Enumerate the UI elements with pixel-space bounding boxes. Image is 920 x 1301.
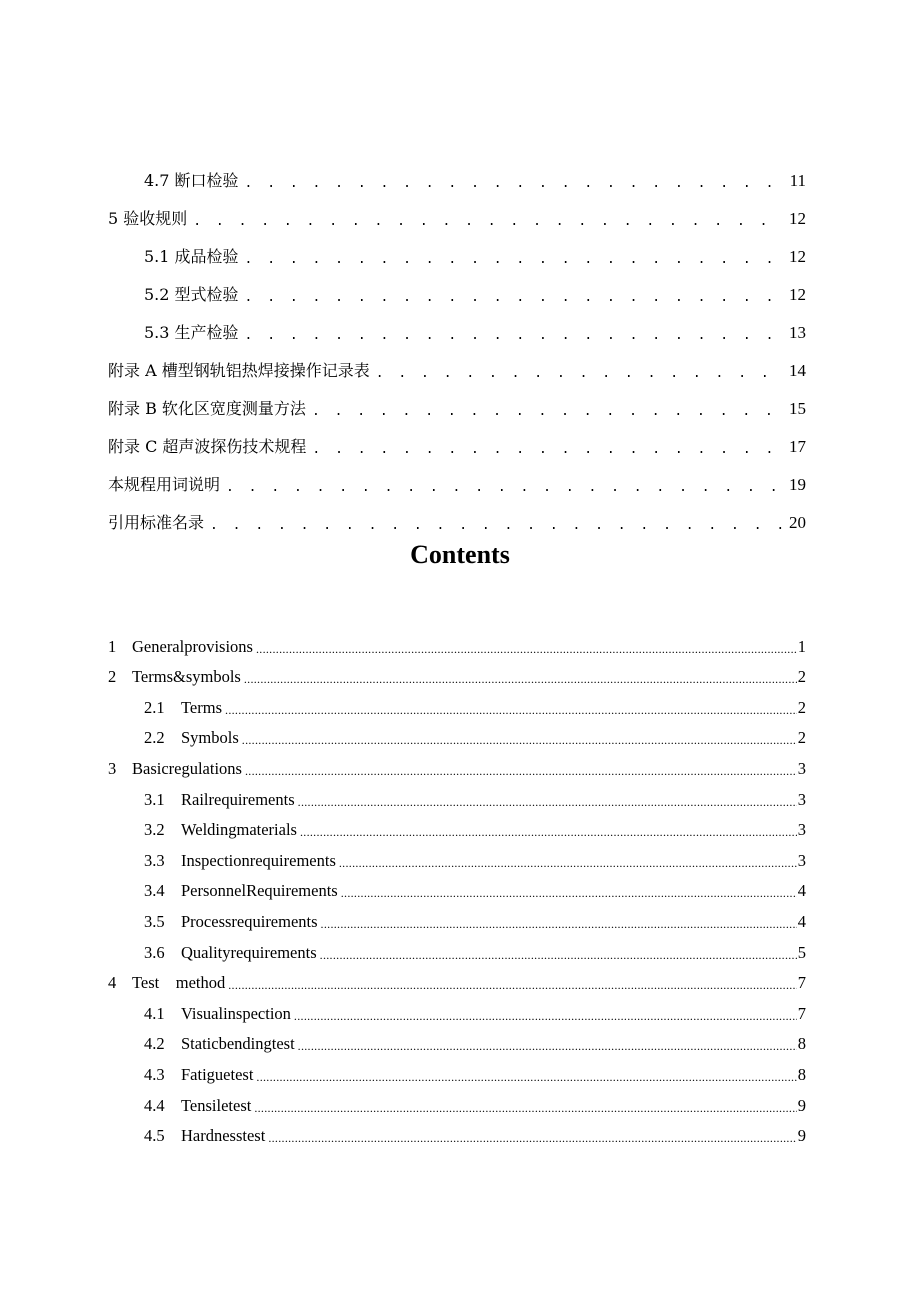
toc-entry-page: 3 xyxy=(797,820,806,840)
dot-leader xyxy=(245,252,783,271)
toc-entry-page: 14 xyxy=(789,361,806,380)
dot-leader xyxy=(312,404,783,423)
toc-entry-page: 2 xyxy=(797,728,806,748)
toc-entry-title: Qualityrequirements xyxy=(181,942,317,962)
toc-entry-page: 9 xyxy=(797,1126,806,1146)
toc-entry-number: 3.1 xyxy=(144,789,165,809)
dot-leader xyxy=(193,214,783,233)
toc-entry-page: 12 xyxy=(789,247,806,266)
toc-entry-title: Terms&symbols xyxy=(132,667,241,687)
toc-entry[interactable] xyxy=(108,1059,806,1090)
toc-entry-number: 2 xyxy=(108,667,117,687)
toc-entry-number: 4.4 xyxy=(144,1095,165,1115)
toc-entry-page: 3 xyxy=(797,758,806,778)
toc-entry-number: 2.2 xyxy=(144,728,165,748)
dot-leader xyxy=(376,366,783,385)
toc-entry-title: 本规程用词说明 xyxy=(108,475,221,494)
toc-entry-page: 4 xyxy=(797,881,806,901)
toc-entry[interactable] xyxy=(108,662,806,693)
toc-entry-page: 8 xyxy=(797,1064,806,1084)
toc-entry[interactable] xyxy=(108,815,806,846)
toc-entry-number: 3.2 xyxy=(144,820,165,840)
toc-entry-page: 1 xyxy=(797,636,806,656)
toc-entry-page: 13 xyxy=(789,323,806,342)
dot-leader xyxy=(320,948,797,968)
dot-leader xyxy=(256,1070,796,1090)
toc-entry-page: 7 xyxy=(797,973,806,993)
toc-entry[interactable] xyxy=(108,1121,806,1152)
toc-entry[interactable] xyxy=(108,347,806,385)
toc-entry-page: 9 xyxy=(797,1095,806,1115)
toc-entry-page: 2 xyxy=(797,667,806,687)
toc-entry-page: 3 xyxy=(797,850,806,870)
toc-entry[interactable] xyxy=(108,968,806,999)
toc-entry[interactable] xyxy=(108,1090,806,1121)
dot-leader xyxy=(245,764,797,784)
toc-entry-number: 2.1 xyxy=(144,697,165,717)
dot-leader xyxy=(245,328,783,347)
toc-entry[interactable] xyxy=(108,233,806,271)
toc-entry[interactable] xyxy=(108,692,806,723)
dot-leader xyxy=(321,917,797,937)
toc-entry-number: 3.4 xyxy=(144,881,165,901)
dot-leader xyxy=(294,1009,797,1029)
dot-leader xyxy=(228,978,797,998)
toc-entry[interactable] xyxy=(108,309,806,347)
toc-entry[interactable] xyxy=(108,195,806,233)
toc-entry[interactable] xyxy=(108,157,806,195)
toc-entry-title: 附录 A 槽型钢轨铝热焊接操作记录表 xyxy=(108,361,370,380)
toc-entry-title: 引用标准名录 xyxy=(108,513,205,532)
toc-entry-title: Symbols xyxy=(181,728,239,748)
toc-entry-page: 15 xyxy=(789,399,806,418)
dot-leader xyxy=(312,442,783,461)
toc-entry-title: Railrequirements xyxy=(181,789,295,809)
toc-entry-number: 3 xyxy=(108,758,117,778)
toc-entry-number: 3.6 xyxy=(144,942,165,962)
toc-entry-title: PersonnelRequirements xyxy=(181,881,338,901)
toc-entry-page: 12 xyxy=(789,285,806,304)
toc-entry-number: 3.3 xyxy=(144,850,165,870)
toc-entry[interactable] xyxy=(108,906,806,937)
toc-entry-page: 7 xyxy=(797,1003,806,1023)
toc-entry[interactable] xyxy=(108,753,806,784)
toc-entry-title: 5.1 成品检验 xyxy=(144,247,239,266)
toc-entry-number: 4.3 xyxy=(144,1064,165,1084)
toc-entry-title: Processrequirements xyxy=(181,911,318,931)
toc-entry-title: 附录 C 超声波探伤技术规程 xyxy=(108,437,307,456)
toc-entry-number: 3.5 xyxy=(144,911,165,931)
dot-leader xyxy=(254,1101,796,1121)
toc-entry-title: Inspectionrequirements xyxy=(181,850,336,870)
dot-leader xyxy=(226,480,783,499)
toc-entry-title: Generalprovisions xyxy=(132,636,253,656)
toc-entry-title: Test method xyxy=(132,973,226,993)
toc-entry[interactable] xyxy=(108,845,806,876)
dot-leader xyxy=(298,1039,797,1059)
dot-leader xyxy=(225,703,797,723)
toc-entry-page: 3 xyxy=(797,789,806,809)
contents-heading: Contents xyxy=(410,540,510,569)
toc-entry-page: 5 xyxy=(797,942,806,962)
toc-entry[interactable] xyxy=(108,499,806,537)
toc-entry[interactable] xyxy=(108,723,806,754)
toc-entry[interactable] xyxy=(108,784,806,815)
toc-entry-title: 5 验收规则 xyxy=(108,209,188,228)
toc-entry-page: 19 xyxy=(789,475,806,494)
toc-entry-page: 17 xyxy=(789,437,806,456)
dot-leader xyxy=(244,672,797,692)
toc-entry-number: 4.5 xyxy=(144,1126,165,1146)
toc-entry[interactable] xyxy=(108,385,806,423)
toc-entry-page: 8 xyxy=(797,1034,806,1054)
toc-entry-page: 20 xyxy=(789,513,806,532)
toc-entry-title: Staticbendingtest xyxy=(181,1034,295,1054)
toc-entry-number: 4 xyxy=(108,973,117,993)
toc-entry-page: 11 xyxy=(789,171,806,190)
dot-leader xyxy=(298,795,797,815)
toc-entry[interactable] xyxy=(108,1029,806,1060)
toc-entry-page: 12 xyxy=(789,209,806,228)
toc-entry-title: Basicregulations xyxy=(132,758,242,778)
toc-entry-title: 4.7 断口检验 xyxy=(144,171,239,190)
english-toc xyxy=(108,631,806,1151)
dot-leader xyxy=(268,1131,796,1151)
dot-leader xyxy=(341,886,797,906)
toc-entry-title: Tensiletest xyxy=(181,1095,252,1115)
dot-leader xyxy=(242,733,797,753)
dot-leader xyxy=(245,290,783,309)
toc-entry-title: Fatiguetest xyxy=(181,1064,254,1084)
toc-entry-number: 4.1 xyxy=(144,1003,165,1023)
toc-entry-title: Weldingmaterials xyxy=(181,820,297,840)
toc-entry-title: Terms xyxy=(181,697,223,717)
toc-entry-title: 5.2 型式检验 xyxy=(144,285,239,304)
toc-entry[interactable] xyxy=(108,423,806,461)
toc-entry-title: Hardnesstest xyxy=(181,1126,266,1146)
toc-entry[interactable] xyxy=(108,937,806,968)
dot-leader xyxy=(300,825,797,845)
toc-entry[interactable] xyxy=(108,461,806,499)
toc-entry-title: Visualinspection xyxy=(181,1003,291,1023)
dot-leader xyxy=(339,856,797,876)
toc-entry-number: 4.2 xyxy=(144,1034,165,1054)
toc-entry[interactable] xyxy=(108,998,806,1029)
toc-entry-title: 5.3 生产检验 xyxy=(144,323,239,342)
toc-entry[interactable] xyxy=(108,876,806,907)
dot-leader xyxy=(210,518,783,537)
dot-leader xyxy=(245,176,784,195)
dot-leader xyxy=(256,642,797,662)
toc-entry-page: 2 xyxy=(797,697,806,717)
toc-entry-page: 4 xyxy=(797,911,806,931)
chinese-toc xyxy=(108,157,806,537)
toc-entry[interactable] xyxy=(108,631,806,662)
toc-entry[interactable] xyxy=(108,271,806,309)
toc-entry-title: 附录 B 软化区宽度测量方法 xyxy=(108,399,306,418)
toc-entry-number: 1 xyxy=(108,636,117,656)
